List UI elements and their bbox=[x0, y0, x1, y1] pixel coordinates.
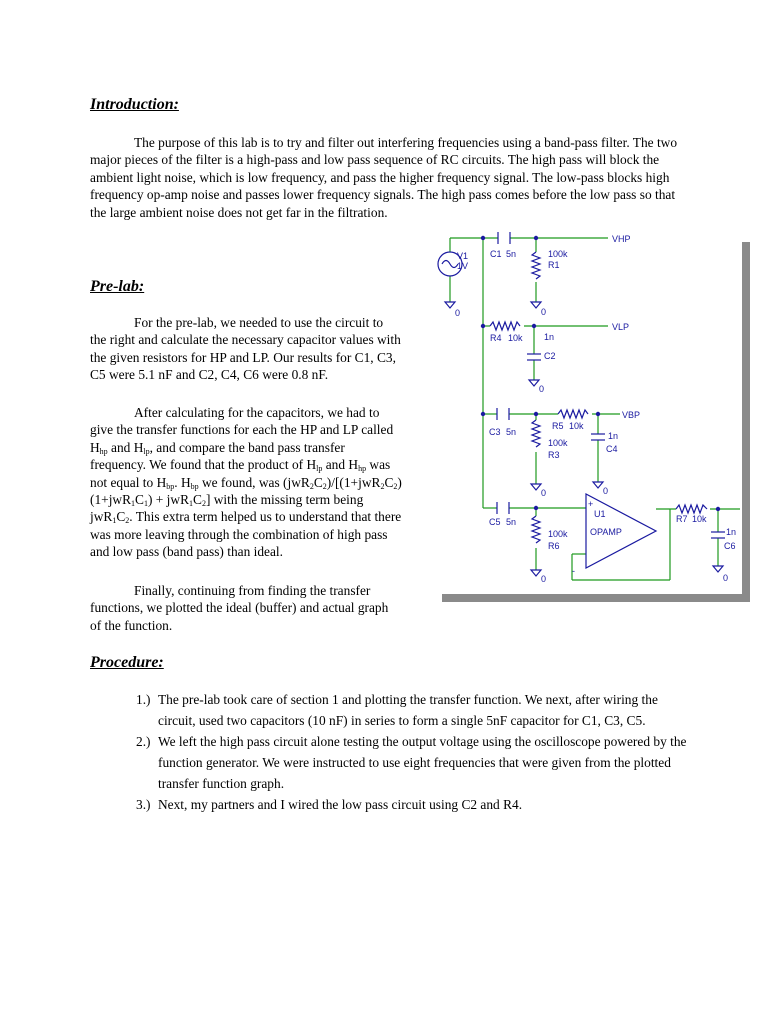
svg-text:R7: R7 bbox=[676, 514, 688, 524]
svg-text:100k: 100k bbox=[548, 438, 568, 448]
prelab-paragraph-2: After calculating for the capacitors, we had to give the transfer functions for each the HP and LP called $H_{hp}$ and $H_{lp}$, and compare the band pass transfer frequency. We found that the product of $H_{lp}$ and $H_{hp}$ was not equal to $H_{bp}$. $H_{bp}$ we found, was $(jwR_2C_2)/[(1+jwR_2C_2)(1+jwR_1C_1) + jwR_1C_2]$ with the missing term being $jwR_1C_2$. This extra term helped us to understand that there was more leaving through the combination of high pass and low pass (band pass) than ideal. bbox=[90, 405, 402, 560]
svg-text:C6: C6 bbox=[724, 541, 736, 551]
svg-text:C3: C3 bbox=[489, 427, 501, 437]
prelab-text-3: Finally, continuing from finding the transfer functions, we plotted the ideal (buffer) and actual graph of the function. bbox=[90, 583, 389, 633]
svg-text:0: 0 bbox=[541, 307, 547, 317]
svg-text:C5: C5 bbox=[489, 517, 501, 527]
prelab-heading: Pre-lab: bbox=[90, 278, 145, 295]
svg-text:VBP: VBP bbox=[622, 410, 641, 420]
svg-text:0: 0 bbox=[455, 308, 461, 318]
svg-text:1V: 1V bbox=[457, 261, 469, 271]
svg-text:R3: R3 bbox=[548, 450, 560, 460]
junctions bbox=[481, 236, 720, 511]
prelab-paragraph-1 bbox=[90, 314, 402, 384]
svg-text:U1: U1 bbox=[594, 509, 606, 519]
schematic-svg bbox=[420, 226, 750, 606]
svg-text:V1: V1 bbox=[457, 251, 469, 261]
svg-text:R5: R5 bbox=[552, 421, 564, 431]
svg-text:0: 0 bbox=[541, 488, 547, 498]
intro-heading: Introduction: bbox=[90, 96, 179, 113]
procedure-item bbox=[136, 689, 696, 731]
procedure-item-text: Next, my partners and I wired the low pass circuit using C2 and R4. bbox=[158, 797, 523, 812]
ground-symbols bbox=[445, 302, 723, 576]
svg-text:0: 0 bbox=[603, 486, 609, 496]
svg-text:10k: 10k bbox=[692, 514, 707, 524]
svg-text:R4: R4 bbox=[490, 333, 502, 343]
svg-text:0: 0 bbox=[539, 384, 545, 394]
svg-text:1n: 1n bbox=[726, 527, 737, 537]
svg-text:1n: 1n bbox=[544, 332, 555, 342]
svg-text:5n: 5n bbox=[506, 517, 517, 527]
svg-text:100k: 100k bbox=[548, 249, 568, 259]
intro-text: The purpose of this lab is to try and filter out interfering frequencies using a band-pass filter. The two major pieces of the filter is a high-pass and low pass sequence of RC circuits. The high pass will block the ambient light noise, which is low frequency, and pass the higher frequency signal. The low-pass blocks high frequency op-amp noise and passes lower frequency signals. The high pass comes before the low pass so that the large ambient noise does not get far in the filtration. bbox=[90, 135, 678, 220]
svg-text:5n: 5n bbox=[506, 427, 517, 437]
svg-text:OPAMP: OPAMP bbox=[590, 527, 622, 537]
svg-text:100k: 100k bbox=[548, 529, 568, 539]
svg-text:VLP: VLP bbox=[612, 322, 630, 332]
procedure-item-text: The pre-lab took care of section 1 and plotting the transfer function. We next, after wiring the circuit, used two capacitors (10 nF) in series to form a single 5nF capacitor for C1, C3, C5. bbox=[158, 692, 658, 728]
procedure-item-number: 1.) bbox=[136, 692, 151, 707]
svg-text:10k: 10k bbox=[508, 333, 523, 343]
procedure-item-number: 2.) bbox=[136, 734, 151, 749]
svg-text:C4: C4 bbox=[606, 444, 618, 454]
procedure-item bbox=[136, 794, 696, 815]
svg-text:R1: R1 bbox=[548, 260, 560, 270]
prelab-paragraph-3 bbox=[90, 582, 402, 634]
procedure-item-text: We left the high pass circuit alone testing the output voltage using the oscilloscope powered by the function generator. We were instructed to use eight frequencies that were given from the plotted transfer function graph. bbox=[158, 734, 687, 791]
svg-text:1n: 1n bbox=[608, 431, 619, 441]
circuit-schematic bbox=[420, 226, 750, 606]
procedure-item-number: 3.) bbox=[136, 797, 151, 812]
procedure-item bbox=[136, 731, 696, 794]
svg-text:C2: C2 bbox=[544, 351, 556, 361]
prelab-text-1: For the pre-lab, we needed to use the circuit to the right and calculate the necessary capacitor values with the given resistors for HP and LP. Our results for C1, C3, C5 were 5.1 nF and C2, C4, C6 were 0.8 nF. bbox=[90, 315, 401, 383]
svg-text:10k: 10k bbox=[569, 421, 584, 431]
svg-text:0: 0 bbox=[541, 574, 547, 584]
svg-text:VHP: VHP bbox=[612, 234, 631, 244]
svg-text:0: 0 bbox=[723, 573, 729, 583]
procedure-list bbox=[136, 689, 696, 815]
svg-text:R6: R6 bbox=[548, 541, 560, 551]
svg-text:C1: C1 bbox=[490, 249, 502, 259]
procedure-heading: Procedure: bbox=[90, 654, 164, 671]
svg-text:+: + bbox=[588, 499, 594, 509]
svg-text:5n: 5n bbox=[506, 249, 517, 259]
svg-text:-: - bbox=[572, 566, 575, 576]
intro-paragraph bbox=[90, 134, 680, 221]
